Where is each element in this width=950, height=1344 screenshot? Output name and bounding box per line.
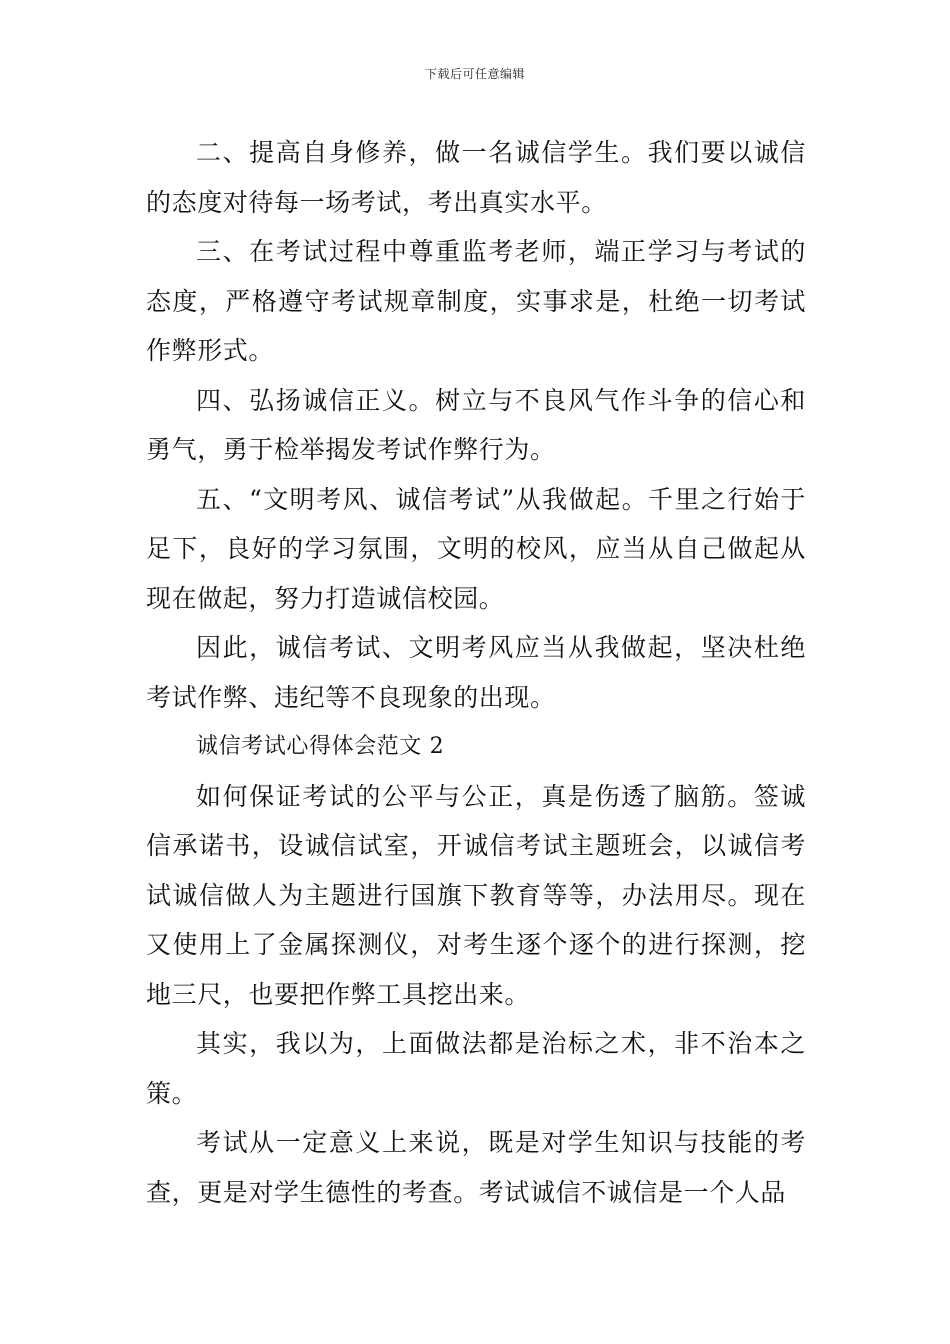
paragraph-opinion: 其实，我以为，上面做法都是治标之术，非不治本之策。 (146, 1029, 806, 1108)
paragraph-4: 四、弘扬诚信正义。树立与不良风气作斗争的信心和勇气，勇于检举揭发考试作弊行为。 (146, 385, 806, 464)
paragraph-5: 五、“文明考风、诚信考试”从我做起。千里之行始于足下，良好的学习氛围，文明的校风，应当从自己做起从现在做起，努力打造诚信校园。 (146, 484, 806, 613)
document-body (146, 128, 806, 1217)
paragraph-2: 二、提高自身修养，做一名诚信学生。我们要以诚信的态度对待每一场考试，考出真实水平。 (146, 138, 806, 217)
paragraph-conclusion: 因此，诚信考试、文明考风应当从我做起，坚决杜绝考试作弊、违纪等不良现象的出现。 (146, 633, 806, 712)
paragraph-3: 三、在考试过程中尊重监考老师，端正学习与考试的态度，严格遵守考试规章制度，实事求是，杜绝一切考试作弊形式。 (146, 237, 806, 365)
header-note: 下载后可任意编辑 (424, 67, 525, 81)
paragraph-fairness: 如何保证考试的公平与公正，真是伤透了脑筋。签诚信承诺书，设诚信试室，开诚信考试主题班会，以诚信考试诚信做人为主题进行国旗下教育等等，办法用尽。现在又使用上了金属探测仪，对考生逐个逐个的进行探测，挖地三尺，也要把作弊工具挖出来。 (146, 781, 806, 1009)
section-title: 诚信考试心得体会范文 2 (196, 734, 445, 759)
paragraph-exam-meaning: 考试从一定意义上来说，既是对学生知识与技能的考查，更是对学生德性的考查。考试诚信不诚信是一个人品 (146, 1128, 806, 1207)
